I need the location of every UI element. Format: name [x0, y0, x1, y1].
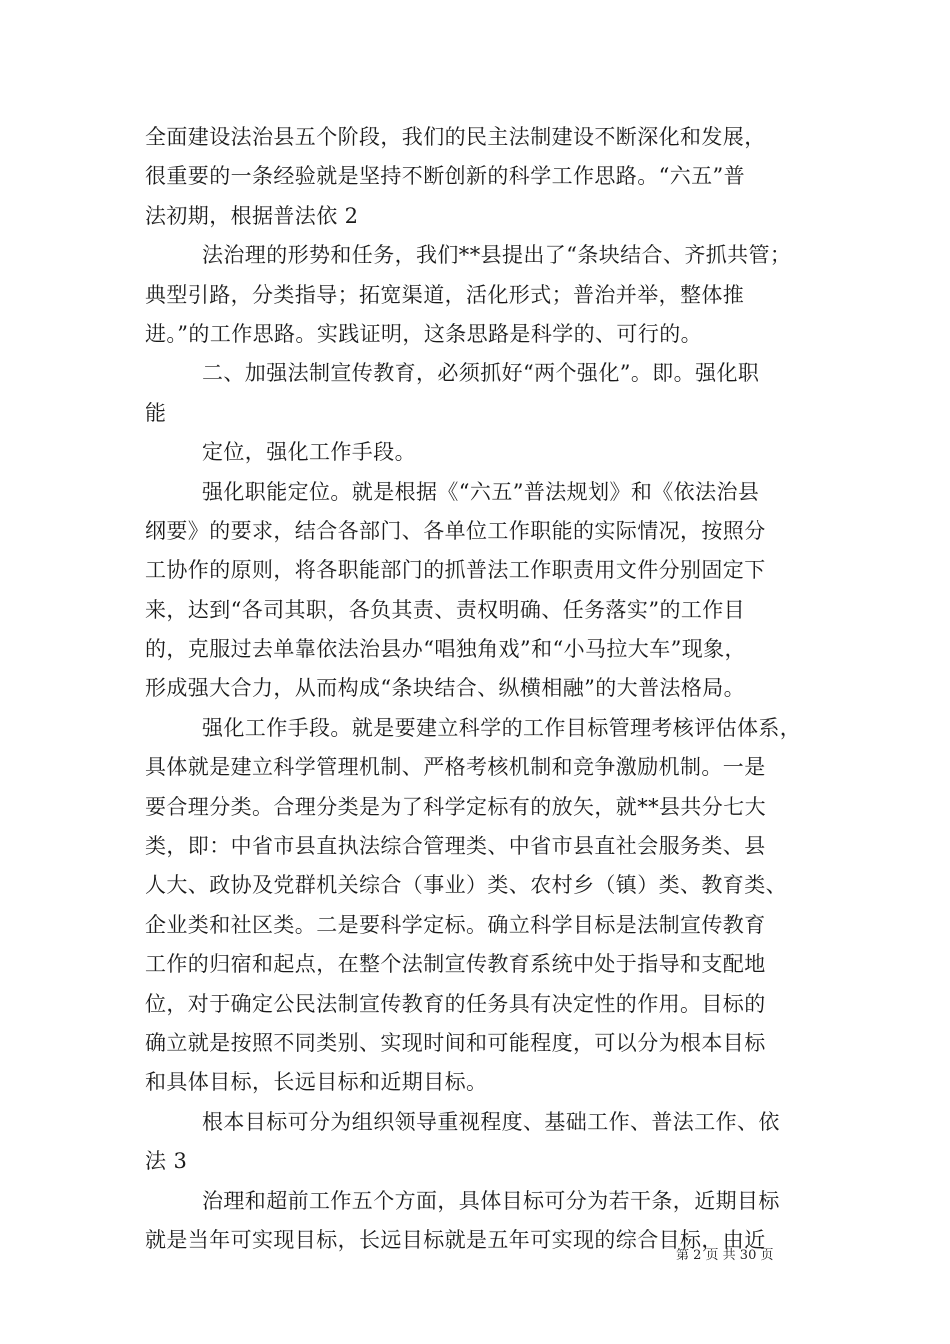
text-line: 来，达到“各司其职，各负其责、责权明确、任务落实”的工作目 [145, 597, 746, 622]
text-line: 法治理的形势和任务，我们**县提出了“条块结合、齐抓共管； [202, 243, 792, 268]
text-line: 全面建设法治县五个阶段，我们的民主法制建设不断深化和发展， [145, 125, 766, 149]
page-number: 第 2 页 共 30 页 [676, 1248, 774, 1263]
text-line: 的，克服过去单靠依法治县办“唱独角戏”和“小马拉大车”现象， [145, 637, 746, 662]
text-line: 工作的归宿和起点，在整个法制宣传教育系统中处于指导和支配地 [145, 952, 766, 977]
text-line: 位，对于确定公民法制宣传教育的任务具有决定性的作用。目标的 [145, 991, 766, 1016]
text-line: 典型引路，分类指导；拓宽渠道，活化形式；普治并举，整体推 [145, 282, 745, 307]
text-line: 很重要的一条经验就是坚持不断创新的科学工作思路。“六五”普 [145, 164, 746, 189]
text-line: 确立就是按照不同类别、实现时间和可能程度，可以分为根本目标 [145, 1030, 766, 1055]
text-line: 要合理分类。合理分类是为了科学定标有的放矢，就**县共分七大 [145, 794, 766, 819]
text-line: 法初期，根据普法依 2 [145, 203, 359, 228]
text-line: 具体就是建立科学管理机制、严格考核机制和竞争激励机制。一是 [145, 755, 766, 780]
text-line: 强化工作手段。就是要建立科学的工作目标管理考核评估体系， [202, 715, 802, 740]
text-line: 治理和超前工作五个方面，具体目标可分为若干条，近期目标 [202, 1188, 780, 1213]
text-line: 企业类和社区类。二是要科学定标。确立科学目标是法制宣传教育 [145, 912, 766, 937]
text-line: 纲要》的要求，结合各部门、各单位工作职能的实际情况，按照分 [145, 518, 766, 543]
text-line: 工协作的原则，将各职能部门的抓普法工作职责用文件分别固定下 [145, 558, 766, 583]
body-text [145, 118, 810, 1260]
text-line: 就是当年可实现目标，长远目标就是五年可实现的综合目标，由近 [145, 1227, 766, 1252]
text-line: 根本目标可分为组织领导重视程度、基础工作、普法工作、依 [202, 1109, 780, 1134]
text-line: 人大、政协及党群机关综合（事业）类、农村乡（镇）类、教育类、 [145, 873, 787, 898]
text-line: 形成强大合力，从而构成“条块结合、纵横相融”的大普法格局。 [145, 676, 746, 701]
text-line: 法 3 [145, 1149, 188, 1174]
text-line: 强化职能定位。就是根据《“六五”普法规划》和《依法治县 [202, 479, 760, 504]
text-line: 能 [145, 400, 167, 425]
text-line: 和具体目标，长远目标和近期目标。 [145, 1070, 488, 1095]
text-line: 定位，强化工作手段。 [202, 440, 416, 465]
text-line: 类，即：中省市县直执法综合管理类、中省市县直社会服务类、县 [145, 834, 766, 859]
text-line: 进。”的工作思路。实践证明，这条思路是科学的、可行的。 [145, 321, 703, 346]
text-line: 二、加强法制宣传教育，必须抓好“两个强化”。即。强化职 [202, 361, 760, 386]
